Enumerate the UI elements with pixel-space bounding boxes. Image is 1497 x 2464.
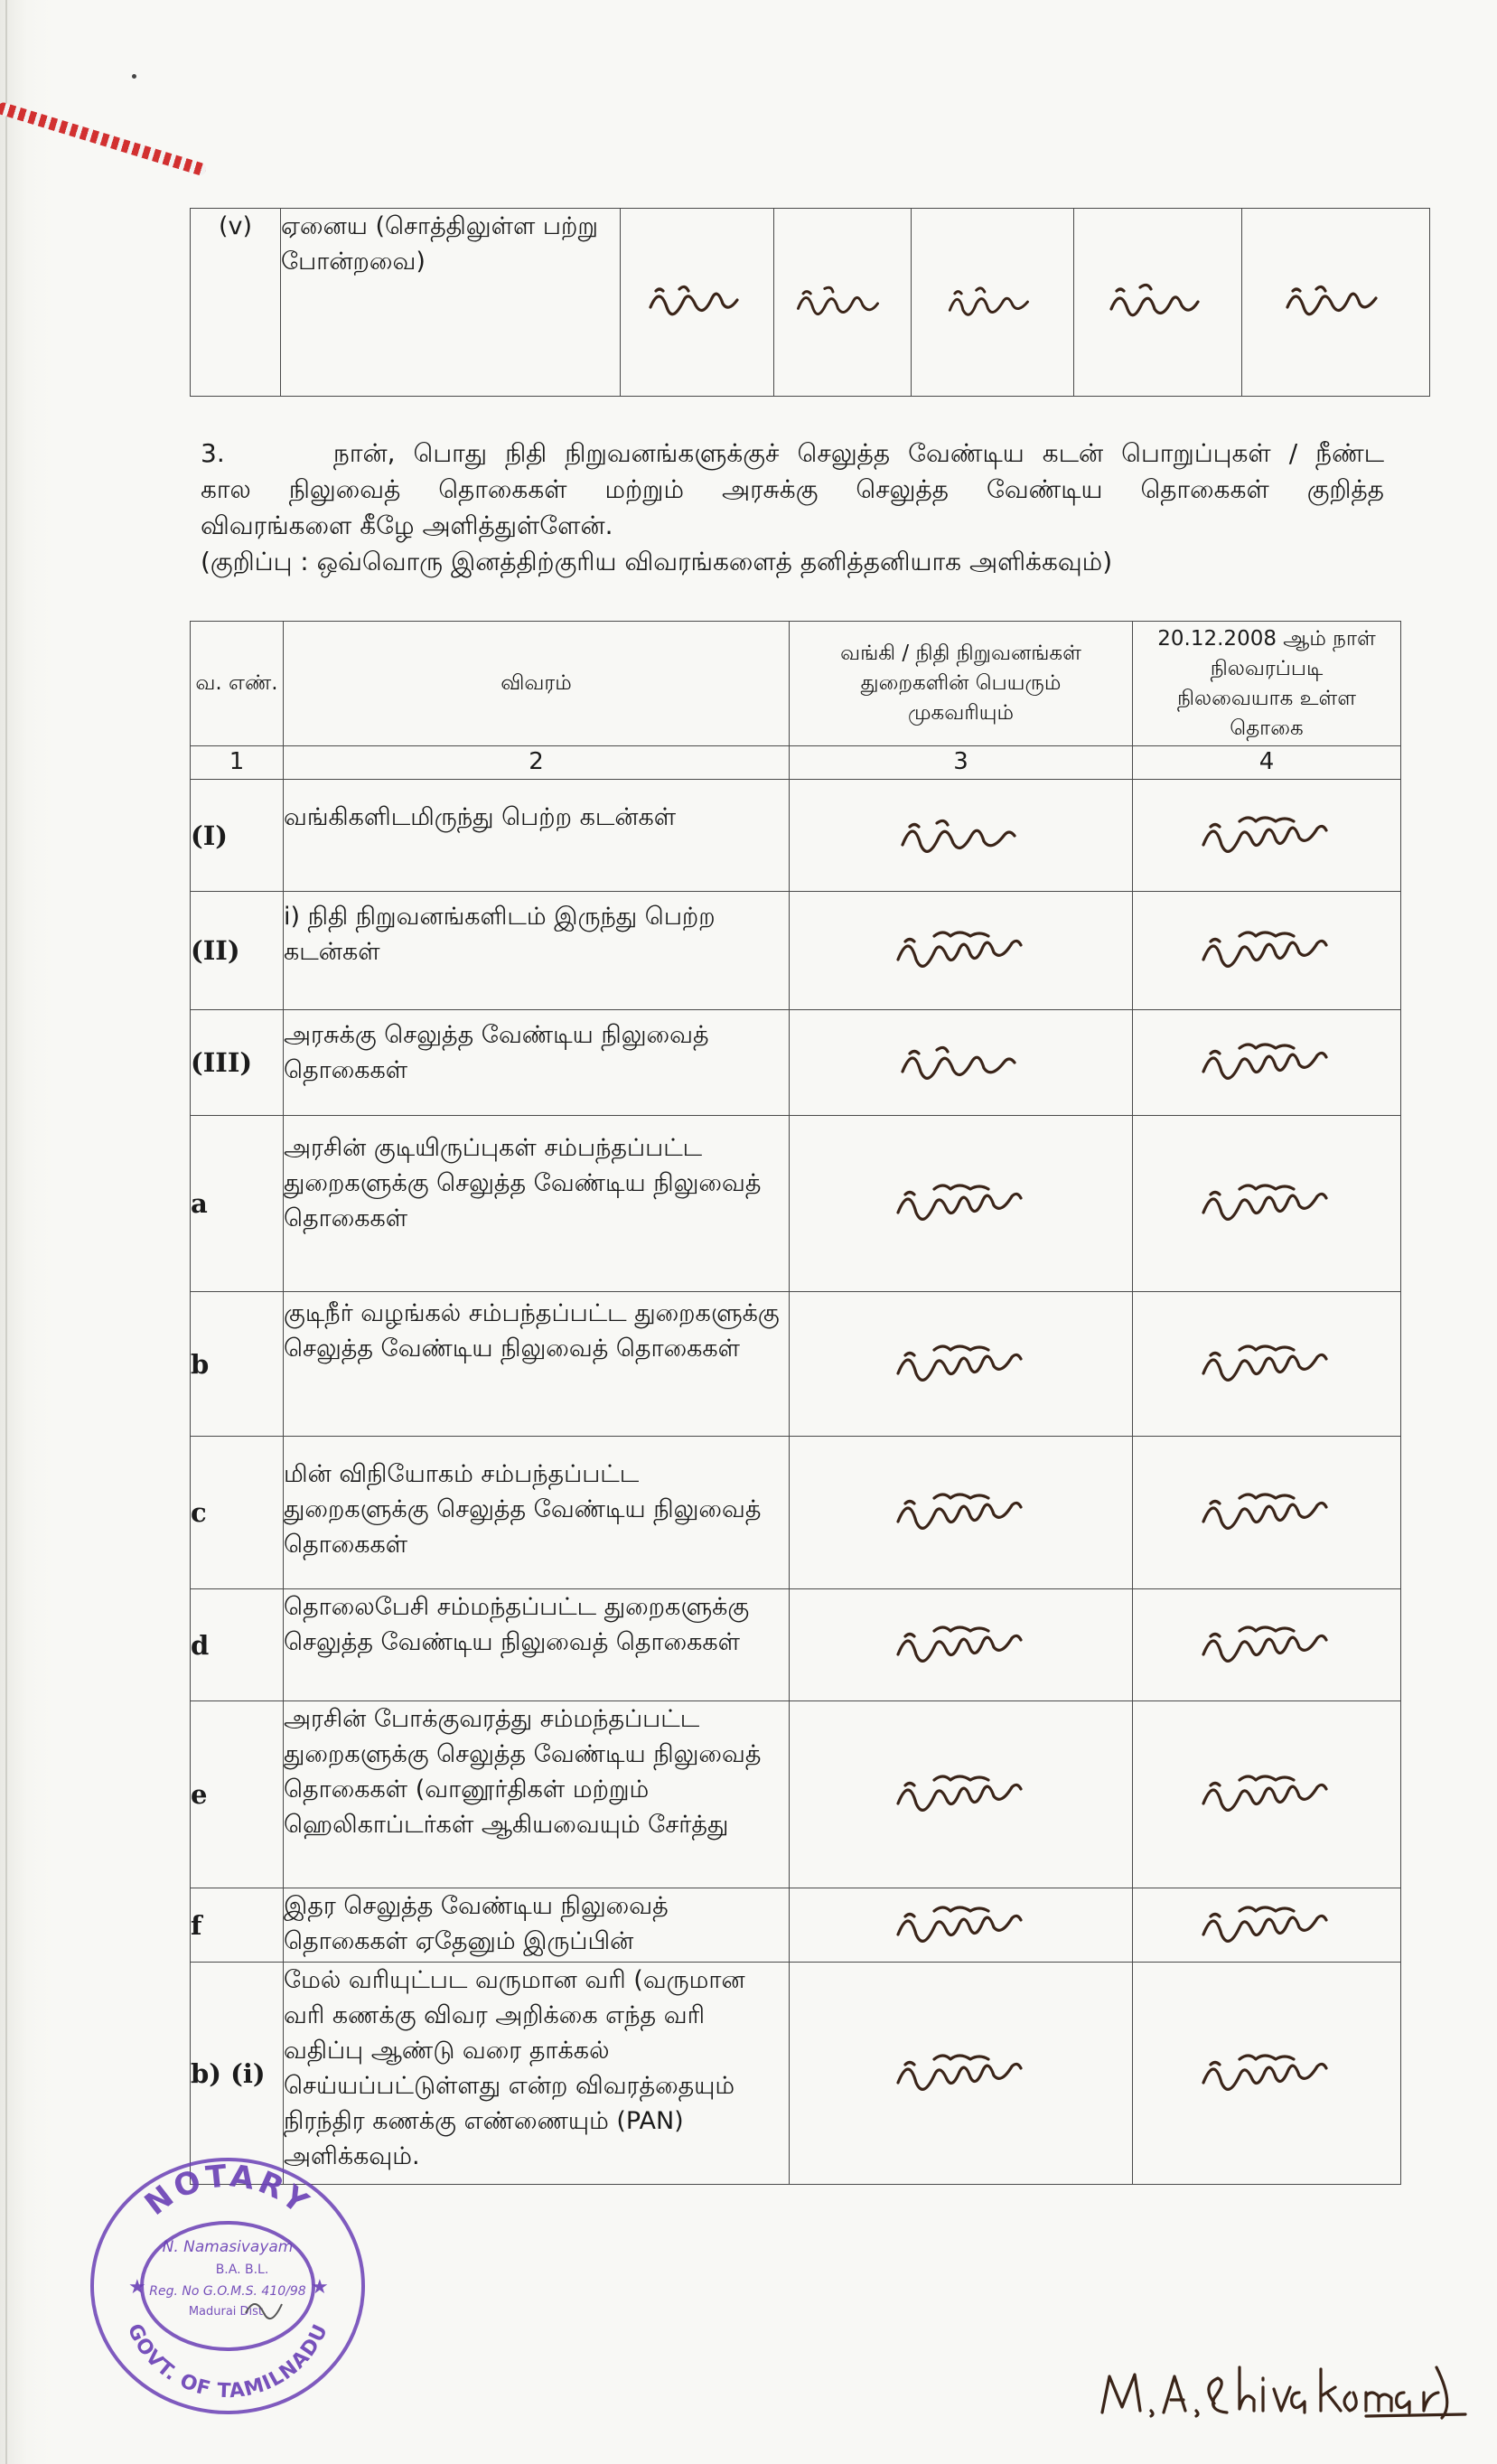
row-amount-cell — [1133, 892, 1401, 1010]
stamp-name: N. Namasivayam — [162, 2238, 294, 2256]
top-row-description: ஏனைய (சொத்திலுள்ள பற்று போன்றவை) — [281, 209, 621, 397]
handwritten-signature — [1095, 2349, 1492, 2431]
row-amount-cell — [1133, 1010, 1401, 1116]
handwritten-innai — [1194, 1030, 1339, 1095]
section3-line2: கால நிலுவைத் தொகைகள் மற்றும் அரசுக்கு செலுத்த வேண்டிய தொகைகள் குறித்த — [201, 474, 1384, 504]
notary-stamp — [74, 2132, 381, 2440]
handwritten-innai — [889, 2041, 1034, 2106]
row-bank-cell — [790, 1437, 1133, 1589]
row-bank-cell — [790, 1963, 1133, 2185]
table-row — [191, 780, 1401, 892]
handwritten-innai — [1194, 1480, 1339, 1545]
table-row — [191, 1701, 1401, 1888]
row-description: அரசுக்கு செலுத்த வேண்டிய நிலுவைத் தொகைகள் — [284, 1010, 790, 1116]
svg-text:NOTARY — [138, 2158, 317, 2223]
handwritten-illai — [943, 271, 1043, 334]
section3-number: 3. — [201, 438, 225, 468]
section3-line1: நான், பொது நிதி நிறுவனங்களுக்குச் செலுத்த வேண்டிய கடன் பொறுப்புகள் / நீண்ட — [332, 438, 1385, 468]
handwritten-innai — [1194, 918, 1339, 983]
row-id: (III) — [191, 1010, 284, 1116]
row-bank-cell — [790, 1010, 1133, 1116]
row-bank-cell — [790, 780, 1133, 892]
handwritten-illai — [894, 1030, 1029, 1095]
table-row — [191, 1292, 1401, 1437]
row-bank-cell — [790, 1292, 1133, 1437]
row-id: (II) — [191, 892, 284, 1010]
handwritten-innai — [889, 1332, 1034, 1397]
row-bank-cell — [790, 1701, 1133, 1888]
binding-thread — [0, 101, 208, 177]
top-cell-2 — [774, 209, 912, 397]
table-row — [191, 892, 1401, 1010]
liabilities-table — [190, 621, 1401, 2185]
handwritten-innai — [889, 1480, 1034, 1545]
row-description: அரசின் குடியிருப்புகள் சம்பந்தப்பட்ட துறைகளுக்கு செலுத்த வேண்டிய நிலுவைத் தொகைகள் — [284, 1116, 790, 1292]
row-amount-cell — [1133, 1589, 1401, 1701]
column-number: 4 — [1133, 746, 1401, 780]
stamp-reg: Reg. No G.O.M.S. 410/98 — [149, 2284, 306, 2299]
stamp-star-right: ★ — [311, 2276, 329, 2299]
top-cell-1 — [621, 209, 774, 397]
row-amount-cell — [1133, 1888, 1401, 1963]
row-amount-cell — [1133, 1701, 1401, 1888]
row-id: f — [191, 1888, 284, 1963]
row-description: மேல் வரியுட்பட வருமான வரி (வருமான வரி கணக்கு விவர அறிக்கை எந்த வரி வதிப்பு ஆண்டு வரை தாக்கல் செய்யப்பட்டுள்ளது என்ற விவரத்தையும் நிரந்திர கணக்கு எண்ணையும் (PAN) அளிக்கவும். — [284, 1963, 790, 2185]
row-description: i) நிதி நிறுவனங்களிடம் இருந்து பெற்ற கடன்கள் — [284, 892, 790, 1010]
row-bank-cell — [790, 892, 1133, 1010]
row-bank-cell — [790, 1888, 1133, 1963]
handwritten-innai — [889, 1762, 1034, 1827]
handwritten-innai — [1194, 1332, 1339, 1397]
row-id: e — [191, 1701, 284, 1888]
row-id: (I) — [191, 780, 284, 892]
stamp-district: Madurai Dist. — [188, 2305, 267, 2319]
row-description: வங்கிகளிடமிருந்து பெற்ற கடன்கள் — [284, 780, 790, 892]
handwritten-illai — [894, 803, 1029, 868]
handwritten-innai — [889, 1613, 1034, 1678]
row-description: இதர செலுத்த வேண்டிய நிலுவைத் தொகைகள் ஏதேனும் இருப்பின் — [284, 1888, 790, 1963]
handwritten-illai — [793, 271, 893, 334]
row-amount-cell — [1133, 1437, 1401, 1589]
handwritten-innai — [1194, 1613, 1339, 1678]
row-description: அரசின் போக்குவரத்து சம்மந்தப்பட்ட துறைகளுக்கு செலுத்த வேண்டிய நிலுவைத் தொகைகள் (வானூர்திகள் மற்றும் ஹெலிகாப்டர்கள் ஆகியவையும் சேர்த்து — [284, 1701, 790, 1888]
row-bank-cell — [790, 1589, 1133, 1701]
handwritten-innai — [889, 1893, 1034, 1958]
handwritten-innai — [1194, 1762, 1339, 1827]
row-id: b) (i) — [191, 1963, 284, 2185]
top-cell-5 — [1242, 209, 1430, 397]
stamp-bottom-text: GOVT. OF TAMILNADU — [122, 2320, 333, 2403]
column-number: 2 — [284, 746, 790, 780]
row-description: தொலைபேசி சம்மந்தப்பட்ட துறைகளுக்கு செலுத்த வேண்டிய நிலுவைத் தொகைகள் — [284, 1589, 790, 1701]
table-row — [191, 1589, 1401, 1701]
row-amount-cell — [1133, 1963, 1401, 2185]
row-description: குடிநீர் வழங்கல் சம்பந்தப்பட்ட துறைகளுக்கு செலுத்த வேண்டிய நிலுவைத் தொகைகள் — [284, 1292, 790, 1437]
header-serial: வ. எண். — [191, 622, 284, 746]
row-id: c — [191, 1437, 284, 1589]
handwritten-illai — [1104, 271, 1212, 334]
handwritten-innai — [1194, 803, 1339, 868]
header-amount: 20.12.2008 ஆம் நாள் நிலவரப்படி நிலவையாக உள்ள தொகை — [1133, 622, 1401, 746]
section3-line3: விவரங்களை கீழே அளித்துள்ளேன். — [201, 511, 613, 540]
handwritten-illai — [643, 271, 752, 334]
row-description: மின் விநியோகம் சம்பந்தப்பட்ட துறைகளுக்கு செலுத்த வேண்டிய நிலுவைத் தொகைகள் — [284, 1437, 790, 1589]
section3-paragraph — [201, 436, 1384, 580]
section3-note: (குறிப்பு : ஒவ்வொரு இனத்திற்குரிய விவரங்களைத் தனித்தனியாக அளிக்கவும்) — [201, 547, 1113, 576]
column-number: 1 — [191, 746, 284, 780]
handwritten-innai — [1194, 2041, 1339, 2106]
header-bank: வங்கி / நிதி நிறுவனங்கள் துறைகளின் பெயரும் முகவரியும் — [790, 622, 1133, 746]
row-amount-cell — [1133, 780, 1401, 892]
top-cell-4 — [1074, 209, 1242, 397]
ink-speck — [132, 74, 136, 79]
handwritten-innai — [1194, 1171, 1339, 1236]
top-row-label: (v) — [191, 209, 281, 397]
table-row — [191, 1116, 1401, 1292]
header-details: விவரம் — [284, 622, 790, 746]
page-edge-shadow — [5, 0, 7, 2464]
row-bank-cell — [790, 1116, 1133, 1292]
stamp-top-text: NOTARY — [137, 2158, 318, 2224]
row-amount-cell — [1133, 1292, 1401, 1437]
handwritten-innai — [889, 1171, 1034, 1236]
table-row — [191, 1437, 1401, 1589]
top-cell-3 — [912, 209, 1074, 397]
table-row — [191, 1888, 1401, 1963]
row-id: b — [191, 1292, 284, 1437]
row-id: d — [191, 1589, 284, 1701]
stamp-star-left: ★ — [128, 2276, 146, 2299]
table-row — [191, 1010, 1401, 1116]
stamp-degree: B.A. B.L. — [215, 2263, 269, 2277]
row-amount-cell — [1133, 1116, 1401, 1292]
row-id: a — [191, 1116, 284, 1292]
top-table — [190, 208, 1430, 397]
handwritten-innai — [889, 918, 1034, 983]
handwritten-innai — [1194, 1893, 1339, 1958]
column-number: 3 — [790, 746, 1133, 780]
handwritten-illai — [1280, 271, 1392, 334]
